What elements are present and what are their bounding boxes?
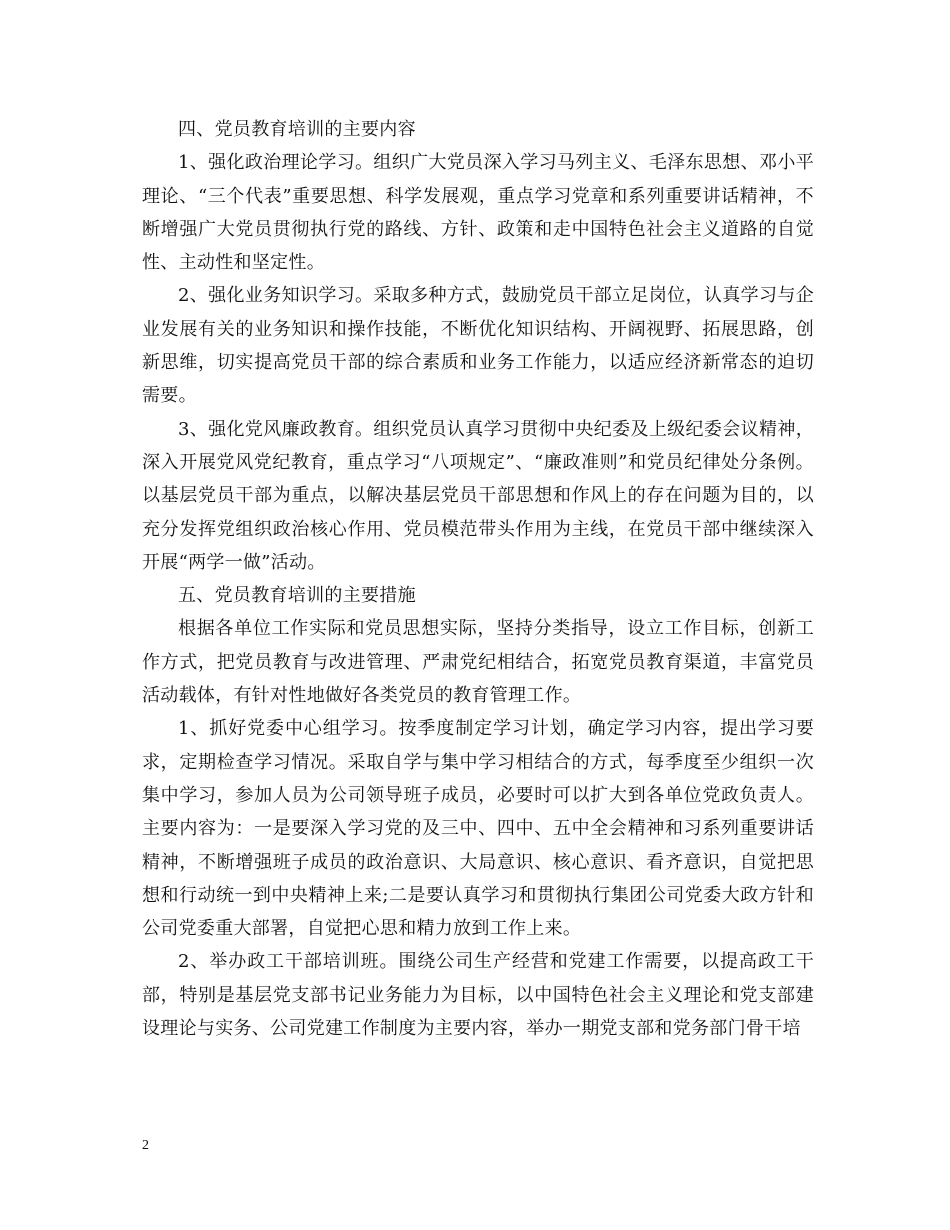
paragraph-4-3: 3、强化党风廉政教育。组织党员认真学习贯彻中央纪委及上级纪委会议精神，深入开展党风党纪教育，重点学习“八项规定”、“廉政准则”和党员纪律处分条例。以基层党员干部为重点，以解决基层党员干部思想和作风上的存在问题为目的，以充分发挥党组织政治核心作用、党员模范带头作用为主线，在党员干部中继续深入开展“两学一做”活动。 [142,418,814,573]
paragraph-4-2: 2、强化业务知识学习。采取多种方式，鼓励党员干部立足岗位，认真学习与企业发展有关的业务知识和操作技能，不断优化知识结构、开阔视野、拓展思路，创新思维，切实提高党员干部的综合素质和业务工作能力，以适应经济新常态的迫切需要。 [142,285,814,407]
paragraph-4-1: 1、强化政治理论学习。组织广大党员深入学习马列主义、毛泽东思想、邓小平理论、“三个代表”重要思想、科学发展观，重点学习党章和系列重要讲话精神，不断增强广大党员贯彻执行党的路线、方针、政策和走中国特色社会主义道路的自觉性、主动性和坚定性。 [142,152,814,274]
paragraph-5-2: 2、举办政工干部培训班。围绕公司生产经营和党建工作需要，以提高政工干部，特别是基层党支部书记业务能力为目标，以中国特色社会主义理论和党支部建设理论与实务、公司党建工作制度为主要内容，举办一期党支部和党务部门骨干培 [142,951,814,1040]
paragraph-5-intro: 根据各单位工作实际和党员思想实际，坚持分类指导，设立工作目标，创新工作方式，把党员教育与改进管理、严肃党纪相结合，拓宽党员教育渠道，丰富党员活动载体，有针对性地做好各类党员的教育管理工作。 [142,618,814,707]
page-number: 2 [142,1138,149,1153]
section-heading-4: 四、党员教育培训的主要内容 [178,119,416,140]
document-body [142,113,814,1045]
paragraph-5-1: 1、抓好党委中心组学习。按季度制定学习计划，确定学习内容，提出学习要求，定期检查学习情况。采取自学与集中学习相结合的方式，每季度至少组织一次集中学习，参加人员为公司领导班子成员，必要时可以扩大到各单位党政负责人。主要内容为：一是要深入学习党的及三中、四中、五中全会精神和习系列重要讲话精神，不断增强班子成员的政治意识、大局意识、核心意识、看齐意识，自觉把思想和行动统一到中央精神上来;二是要认真学习和贯彻执行集团公司党委大政方针和公司党委重大部署，自觉把心思和精力放到工作上来。 [142,718,814,940]
section-heading-5: 五、党员教育培训的主要措施 [178,585,416,607]
